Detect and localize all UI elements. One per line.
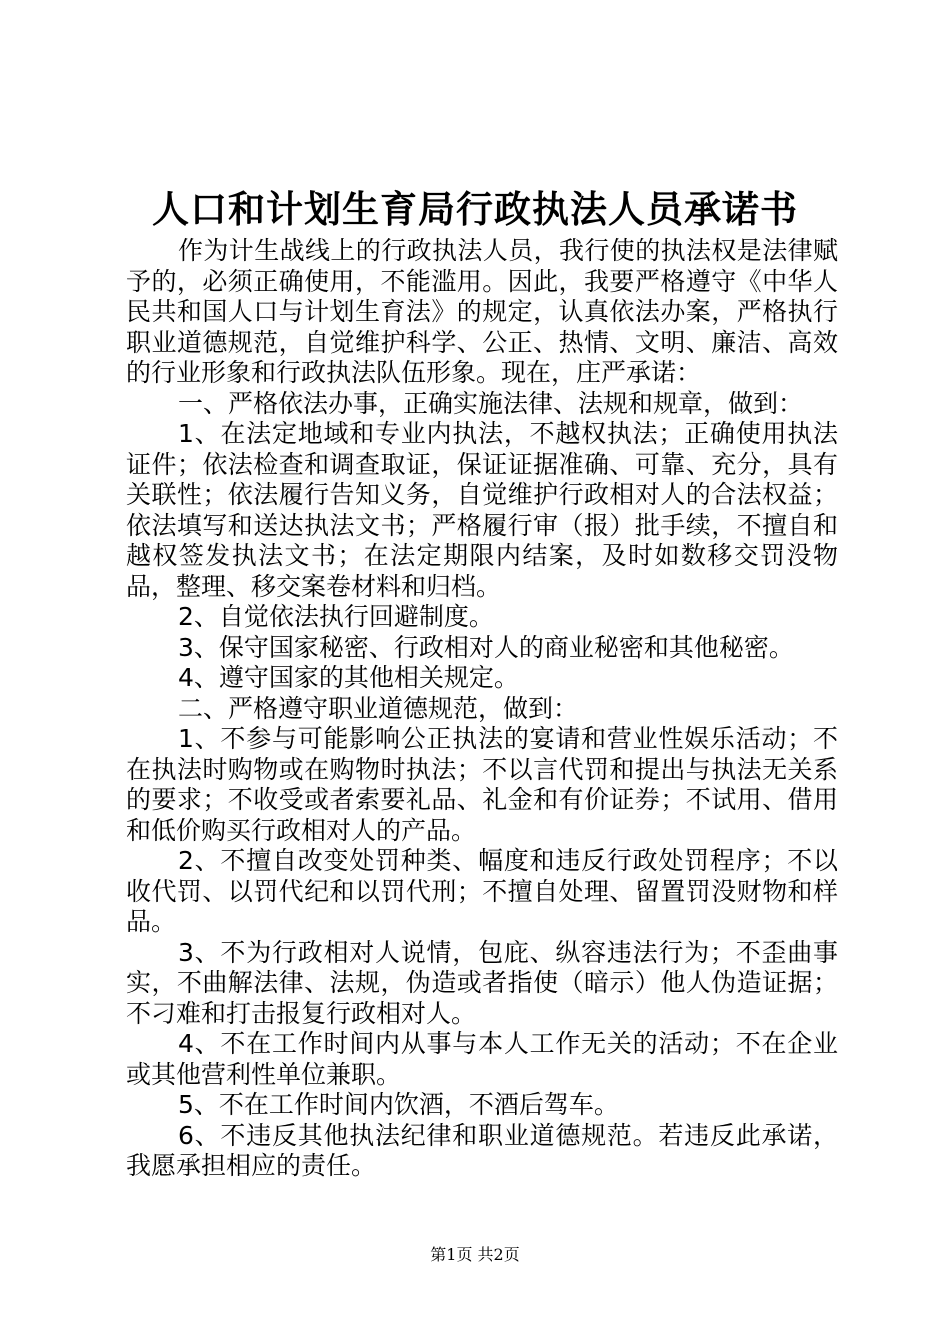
section-heading-1: 一、严格依法办事，正确实施法律、法规和规章，做到： xyxy=(178,388,804,418)
document-body xyxy=(126,236,838,1182)
section-2-item-4: 4、不在工作时间内从事与本人工作无关的活动；不在企业或其他营利性单位兼职。 xyxy=(126,1029,838,1089)
section-2-item-5: 5、不在工作时间内饮酒，不酒后驾车。 xyxy=(178,1090,619,1119)
page-indicator: 第1页 共2页 xyxy=(430,1245,520,1264)
section-heading-2: 二、严格遵守职业道德规范，做到： xyxy=(178,693,579,723)
section-1-item-1: 1、在法定地域和专业内执法，不越权执法；正确使用执法证件；依法检查和调查取证，保证证据准确、可靠、充分，具有关联性；依法履行告知义务，自觉维护行政相对人的合法权益；依法填写和送达执法文书；严格履行审（报）批手续，不擅自和越权签发执法文书；在法定期限内结案，及时如数移交罚没物品，整理、移交案卷材料和归档。 xyxy=(126,419,838,601)
section-2-item-2: 2、不擅自改变处罚种类、幅度和违反行政处罚程序；不以收代罚、以罚代纪和以罚代刑；不擅自处理、留置罚没财物和样品。 xyxy=(126,846,838,936)
section-2-item-6 xyxy=(126,1121,838,1182)
document-title: 人口和计划生育局行政执法人员承诺书 xyxy=(152,187,798,231)
section-2-item-1: 1、不参与可能影响公正执法的宴请和营业性娱乐活动；不在执法时购物或在购物时执法；不以言代罚和提出与执法无关系的要求；不收受或者索要礼品、礼金和有价证券；不试用、借用和低价购买行政相对人的产品。 xyxy=(126,724,838,845)
section-1-item-2: 2、自觉依法执行回避制度。 xyxy=(178,602,494,631)
section-1-item-3: 3、保守国家秘密、行政相对人的商业秘密和其他秘密。 xyxy=(178,632,794,662)
intro-paragraph: 作为计生战线上的行政执法人员，我行使的执法权是法律赋予的，必须正确使用，不能滥用。因此，我要严格遵守《中华人民共和国人口与计划生育法》的规定，认真依法办案，严格执行职业道德规范，自觉维护科学、公正、热情、文明、廉洁、高效的行业形象和行政执法队伍形象。现在，庄严承诺： xyxy=(126,236,838,387)
section-1-item-4: 4、遵守国家的其他相关规定。 xyxy=(178,663,519,692)
section-2-item-6-text: 6、不违反其他执法纪律和职业道德规范。 xyxy=(178,1120,659,1150)
closing-statement: 若违反此承诺，我愿承担相应的责任。 xyxy=(126,1120,838,1180)
section-2-item-3: 3、不为行政相对人说情，包庇、纵容违法行为；不歪曲事实，不曲解法律、法规，伪造或者指使（暗示）他人伪造证据；不刁难和打击报复行政相对人。 xyxy=(126,937,838,1028)
